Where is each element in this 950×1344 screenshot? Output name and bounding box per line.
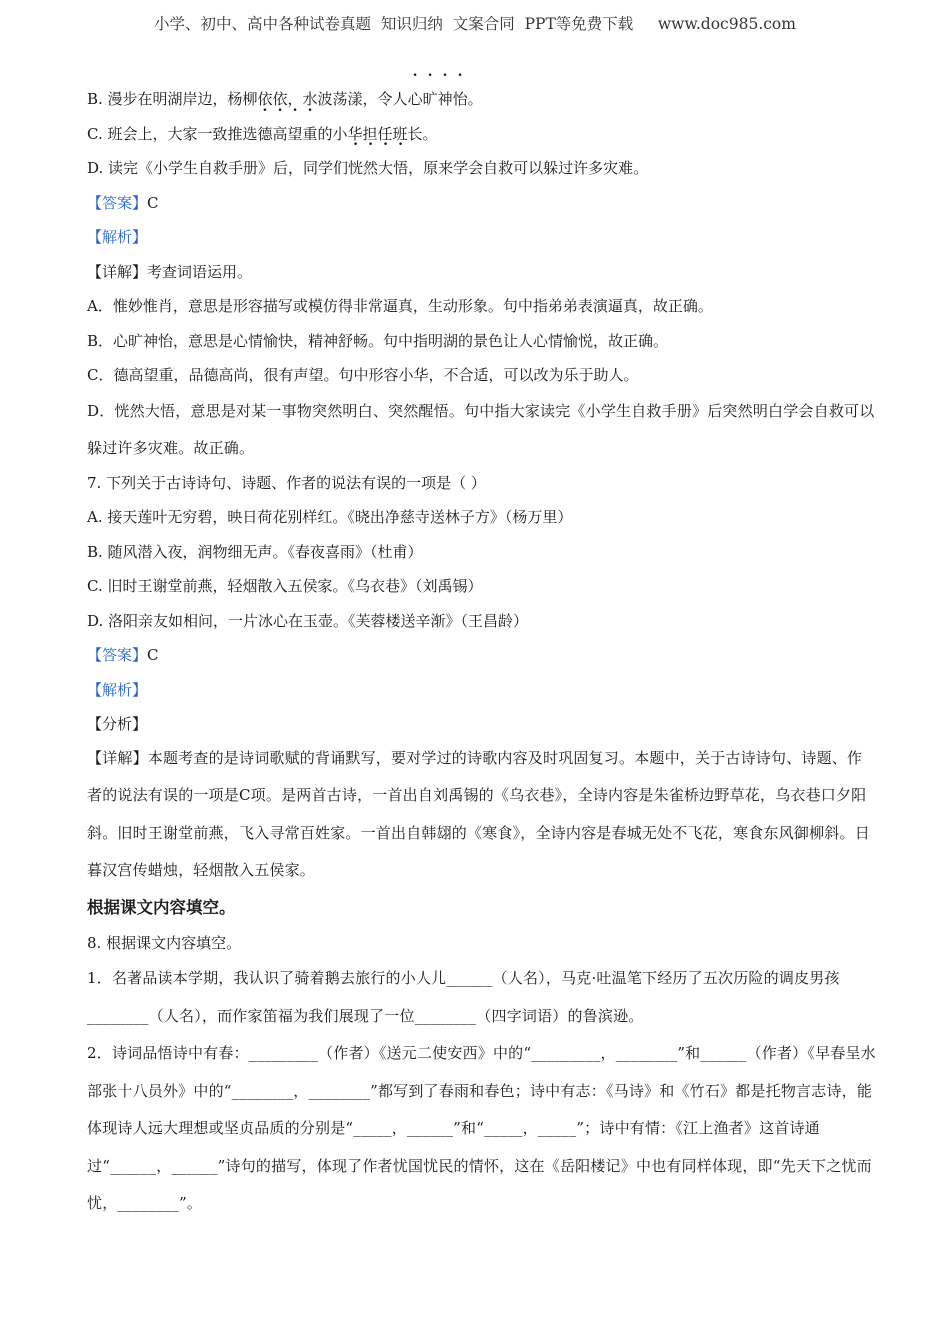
q8-stem: 8. 根据课文内容填空。 — [87, 933, 242, 952]
q7-option-a: A. 接天莲叶无穷碧，映日荷花别样红。《晓出净慈寺送林子方》（杨万里） — [87, 508, 573, 526]
option-text: ，原来学会自救可以躲过许多灾难。 — [408, 159, 649, 177]
dotted-char: 恍 — [348, 159, 364, 177]
answer-tag: 【答案】 — [87, 646, 148, 664]
dotted-char: 望 — [287, 124, 303, 143]
q7-analysis-tag — [87, 673, 877, 708]
q6-explanation-b: B．心旷神怡，意思是心情愉快，精神舒畅。句中指明湖的景色让人心情愉悦，故正确。 — [87, 331, 669, 350]
dotted-char: 高 — [272, 124, 288, 143]
q7-option-b: B. 随风潜入夜，润物细无声。《春夜喜雨》（杜甫） — [87, 542, 423, 561]
q8-part-1: 1．名著品读本学期，我认识了骑着鹅去旅行的小人儿______（人名），马克·吐温笔下经历了五次历险的调皮男孩________（人名），而作家笛福为我们展现了一位________（四字词语）的鲁滨逊。 — [87, 969, 840, 1025]
q7-option-c: C. 旧时王谢堂前燕，轻烟散入五侯家。《乌衣巷》（刘禹锡） — [87, 577, 483, 595]
q6-answer — [87, 186, 877, 221]
dotted-char: 重 — [302, 124, 318, 143]
q6-explanation-c: C．德高望重，品德高尚，很有声望。句中形容小华，不合适，可以改为乐于助人。 — [87, 366, 639, 384]
q7-stem: 7. 下列关于古诗诗句、诗题、作者的说法有误的一项是（ ） — [87, 473, 486, 492]
q8-part-2: 2．诗词品悟诗中有春：_________（作者）《送元二使安西》中的“_________，________”和______（作者）《早春呈水部张十八员外》中的“________，________”都写到了春雨和春色；诗中有志：《马诗》和《竹石》都是托物言志诗，能体现诗人远大理想或坚贞品质的分别是“_____，______”和“_____，_____”；诗中有情：《江上渔者》这首诗通过“______，______”诗句的描写，体现了作者忧国忧民的情怀，这在《岳阳楼记》中也有同样体现，即“先天下之忧而忧，________”。 — [87, 1044, 876, 1212]
dotted-char: 旷 — [422, 90, 438, 108]
answer-value: C — [147, 193, 159, 212]
dotted-char: 大 — [378, 159, 394, 177]
dotted-char: 神 — [437, 90, 453, 108]
option-text: B. 漫步在明湖岸边，杨柳依依，水波荡漾，令人 — [87, 90, 408, 108]
answer-value: C — [147, 646, 159, 664]
q7-option-d: D. 洛阳亲友如相问，一片冰心在玉壶。《芙蓉楼送辛渐》（王昌龄） — [87, 611, 529, 630]
document-body — [87, 82, 877, 1223]
q7-answer — [87, 638, 877, 673]
option-text: 。 — [467, 90, 483, 108]
dotted-char: 德 — [257, 124, 273, 143]
dotted-char: 心 — [407, 90, 423, 108]
q6-explanation-a: A．惟妙惟肖，意思是形容描写或模仿得非常逼真，生动形象。句中指弟弟表演逼真，故正确。 — [87, 297, 713, 315]
q7-detail: 【详解】本题考查的是诗词歌赋的背诵默写，要对学过的诗歌内容及时巩固复习。本题中，关于古诗诗句、诗题、作者的说法有误的一项是C项。是两首古诗，一首出自刘禹锡的《乌衣巷》，全诗内容是朱雀桥边野草花，乌衣巷口夕阳斜。旧时王谢堂前燕，飞入寻常百姓家。一首出自韩翃的《寒食》，全诗内容是春城无处不飞花，寒食东风御柳斜。日暮汉宫传蜡烛，轻烟散入五侯家。 — [87, 748, 870, 879]
answer-tag: 【答案】 — [87, 193, 148, 212]
q6-detail: 【详解】考查词语运用。 — [87, 262, 253, 281]
section-title: 根据课文内容填空。 — [87, 897, 236, 917]
option-text: 的小华担任班长。 — [317, 124, 438, 143]
option-text: D. 读完《小学生自救手册》后，同学们 — [87, 159, 349, 177]
q6-explanation-d: D．恍然大悟，意思是对某一事物突然明白、突然醒悟。句中指大家读完《小学生自救手册》后突然明白学会自救可以躲过许多灾难。故正确。 — [87, 401, 875, 457]
option-text: C. 班会上，大家一致推选 — [87, 124, 258, 143]
dotted-char: 然 — [363, 159, 379, 177]
dotted-char: 怡 — [452, 90, 468, 108]
analysis-tag: 【解析】 — [87, 228, 148, 246]
q6-option-c — [87, 117, 877, 152]
page-header: 小学、初中、高中各种试卷真题 知识归纳 文案合同 PPT等免费下载 www.doc985.com — [154, 15, 796, 33]
q7-fenxi-tag: 【分析】 — [87, 715, 148, 733]
dotted-char: 悟 — [393, 159, 409, 177]
analysis-tag: 【解析】 — [87, 680, 148, 699]
q6-analysis-tag — [87, 220, 877, 255]
q6-option-d — [87, 151, 877, 186]
q6-option-b — [87, 82, 877, 117]
